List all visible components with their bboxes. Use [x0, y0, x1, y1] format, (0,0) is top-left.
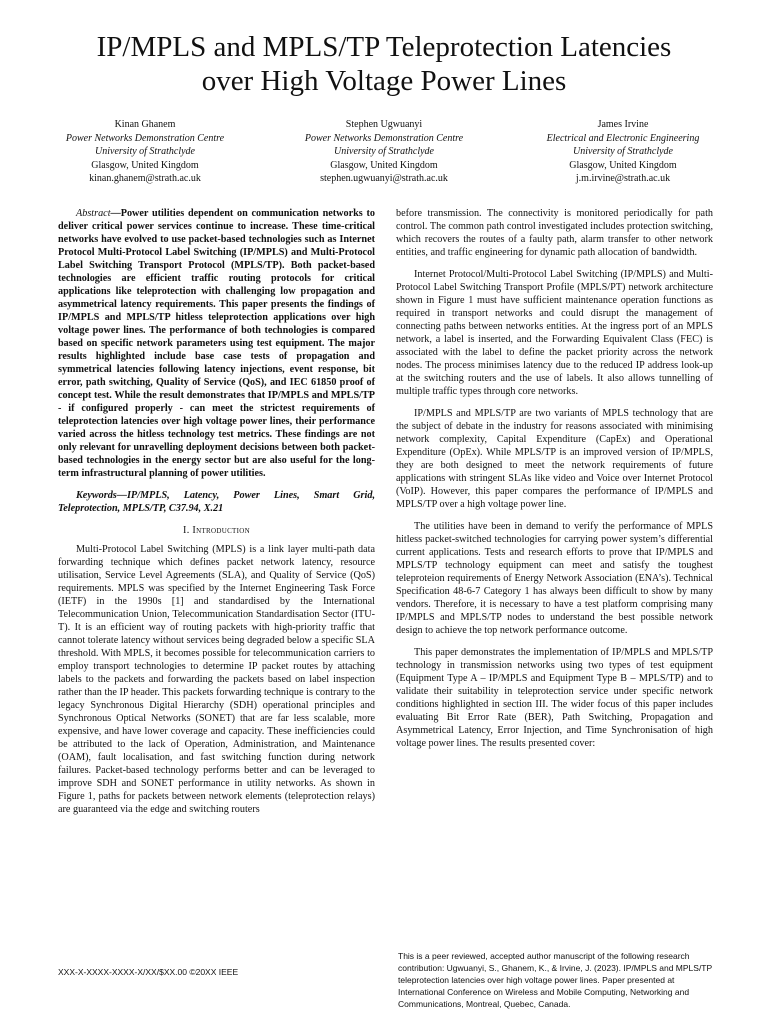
copyright-notice: XXX-X-XXXX-XXXX-X/XX/$XX.00 ©20XX IEEE — [58, 967, 239, 977]
body-paragraph: The utilities have been in demand to verify the performance of MPLS hitless packet-switched technologies for carrying power system’s differential current applications. Tests and research efforts to prove that IP/MPLS and MPLS/TP technology equipment can meet and satisfy the toughest teleproteion requirements of Energy Network Association (ENA’s). Technical Specification 48-6-7 Category 1 has always been difficult to show by many vendors. Therefore, it is necessary to have a test platform comprising many IP/MPLS and MPLS/TP nodes to understand the best possible network design to achieve the top network performance outcome. — [396, 521, 713, 636]
body-paragraph: IP/MPLS and MPLS/TP are two variants of MPLS technology that are the subject of debate in the industry for reasons associated with minimising network complexity, Capital Expenditure (CapEx) and Operational Expenditure (OpEx). While MPLS/TP is an improved version of IP/MPLS, they are both designed to meet the network requirements of future applications with stringent SLAs like video and Voice over Internet Protocol (VoIP). However, this paper compares the performance of IP/MPLS and MPLS/TP over a high voltage power line. — [396, 408, 713, 510]
author-name: James Irvine — [597, 119, 649, 130]
author-2 — [269, 118, 499, 186]
author-department: Power Networks Demonstration Centre — [65, 132, 225, 144]
title-line-1: IP/MPLS and MPLS/TP Teleprotection Latencies — [96, 31, 672, 63]
author-department: Electrical and Electronic Engineering — [546, 132, 700, 144]
author-email[interactable]: kinan.ghanem@strath.ac.uk — [89, 173, 201, 184]
author-university: University of Strathclyde — [334, 146, 434, 157]
section-title: Introduction — [192, 525, 250, 536]
author-block — [30, 118, 738, 186]
author-name: Stephen Ugwuanyi — [345, 119, 423, 130]
section-number: I. — [183, 525, 190, 536]
author-3 — [508, 118, 738, 186]
author-city: Glasgow, United Kingdom — [569, 159, 677, 171]
body-paragraph: before transmission. The connectivity is monitored periodically for path control. The common path control investigated includes protection switching, which recovers the routes of a faulty path, alarm transfer to other network entities, and traffic engineering for dynamic path allocation of bandwidth. — [396, 208, 713, 258]
body-paragraph: Internet Protocol/Multi-Protocol Label Switching (IP/MPLS) and Multi-Protocol Label Switching Transport Profile (MPLS/PT) network architecture shown in Figure 1 must have sufficient maintenance operation functions as required in transport networks and could disrupt the management of connecting paths between networks entities. At the ingress port of an MPLS network, a label is inserted, and the Forwarding Equivalent Class (FEC) is associated with the label to define the packet priority across the network nodes. The process minimises latency due to the reduced IP address look-up at the switching routers and the use of labels. It also allows tunnelling of multiple traffic types through core networks. — [396, 269, 713, 397]
body-paragraph: Multi-Protocol Label Switching (MPLS) is a link layer multi-path data forwarding technique which defines packet network latency, resource utilisation, Service Level Agreements (SLA), and Quality of Service (QoS) requirements. MPLS was specified by the Internet Engineering Task Force (IETF) in the 1990s [1] and standardised by the International Telecommunication Union, Telecommunication Standardisation Sector (ITU-T). It is an efficient way of routing packets with high-priority traffic that cannot tolerate latency without services being degraded below a specific SLA threshold. With MPLS, it becomes possible for telecommunication carriers to employ transport technologies to determine IP packet routes by attaching labels to the packets and forwarding the packets based on label inspection rather than the IP header. This packets forwarding technique is contrary to the legacy Synchronous Digital Hierarchy (SDH) operational principles and Synchronous Optical Networks (SONET) that are far less scalable, more expensive, and have lower coverage and capacity. These inefficiencies could be attributed to the lack of Operation, Administration, and Maintenance (OAM), fault localisation, and fast switching function during network failures. Packet-based technology performs better and can be leveraged to improve SDH and SONET performance in utility networks. As shown in Figure 1, paths for packets between network elements (teleprotection relays) are guaranteed via the edge and switching routers — [58, 544, 375, 815]
author-email[interactable]: stephen.ugwuanyi@strath.ac.uk — [320, 173, 448, 184]
author-email[interactable]: j.m.irvine@strath.ac.uk — [575, 173, 671, 184]
paper-title — [40, 30, 728, 98]
author-city: Glasgow, United Kingdom — [330, 159, 438, 171]
author-1 — [30, 118, 260, 186]
left-column — [58, 207, 375, 825]
section-heading — [58, 524, 375, 537]
author-department: Power Networks Demonstration Centre — [304, 132, 464, 144]
keywords: Keywords—IP/MPLS, Latency, Power Lines, Smart Grid, Teleprotection, MPLS/TP, C37.94, X.21 — [58, 490, 375, 514]
body-paragraph: This paper demonstrates the implementation of IP/MPLS and MPLS/TP technology in transmission networks using two types of test equipment (Equipment Type A – IP/MPLS and Equipment Type B – MPLS/TP) and to validate their suitability in teleprotection service under specific network conditions highlighted in section III. The wider focus of this paper includes evaluating Bit Error Rate (BER), Path Switching, Propagation and Asymmetrical Latency, Error Injection, and Time Synchronisation of high voltage power lines. The results presented cover: — [396, 647, 713, 749]
right-column — [396, 207, 713, 759]
abstract-label: Abstract — [76, 208, 111, 219]
author-university: University of Strathclyde — [95, 146, 195, 157]
manuscript-footnote: This is a peer reviewed, accepted author manuscript of the following research contribution: Ugwuanyi, S., Ghanem, K., & Irvine, J. (2023). IP/MPLS and MPLS/TP teleprotection latencies over high voltage power lines. Paper presented at International Conference on Wireless and Mobile Computing, Networking and Communications, Montreal, Quebec, Canada. — [398, 951, 713, 1009]
author-university: University of Strathclyde — [573, 146, 673, 157]
author-name: Kinan Ghanem — [114, 119, 176, 130]
abstract — [58, 207, 375, 480]
author-city: Glasgow, United Kingdom — [91, 159, 199, 171]
title-line-2: over High Voltage Power Lines — [201, 65, 567, 97]
abstract-text: —Power utilities dependent on communication networks to deliver critical power services continue to increase. These time-critical networks have evolved to use packet-based technologies such as Internet Protocol Multi-Protocol Label Switching (IP/MPLS) and Multi-Protocol Label Switching Transport Protocol (MPLS/TP). Both packet-based technologies are efficient traffic routing protocols for critical applications like teleprotection with challenging low propagation and asymmetrical latency requirements. This paper presents the findings of IP/MPLS and MPLS/TP hitless teleprotection applications over high voltage power lines. The performance of both technologies is compared based on specific network parameters using test equipment. The major results highlighted include base case tests of propagation and symmetrical latencies following latency injections, event response, bit error, path switching, Quality of Service (QoS), and IEC 61850 proof of concept test. While the result demonstrates that IP/MPLS and MPLS/TP - if configured properly - can meet the strictest requirements of teleprotection latencies over high voltage power lines, their performance varied across the hitless technology test metrics. These findings are not only relevant for unravelling deployment decisions between both packet-based technologies in the energy sector but are also useful for the long-term infrastructural planning of power utilities. — [58, 208, 375, 479]
